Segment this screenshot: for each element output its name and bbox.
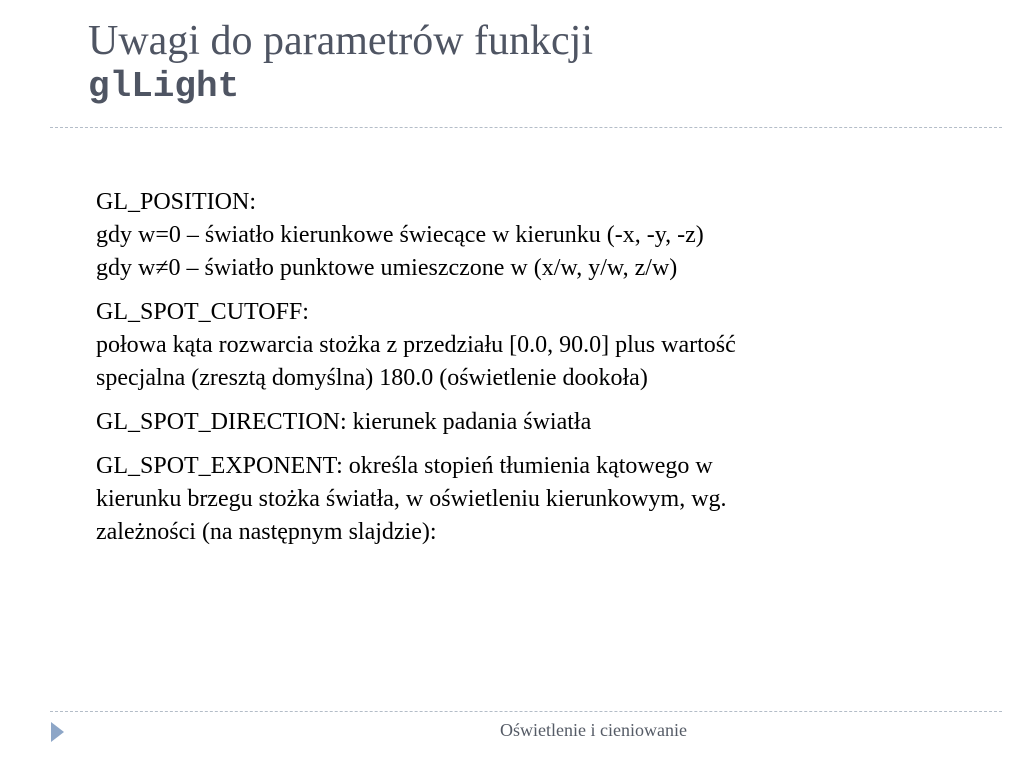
slide-body <box>96 186 956 549</box>
text-line: GL_POSITION: <box>96 189 256 215</box>
footer-divider <box>50 711 1002 712</box>
text-line: GL_SPOT_DIRECTION: kierunek padania światła <box>96 409 592 435</box>
text-line: specjalna (zresztą domyślna) 180.0 (oświetlenie dookoła) <box>96 365 648 391</box>
text-line: gdy w≠0 – światło punktowe umieszczone w (x/w, y/w, z/w) <box>96 255 678 281</box>
title-divider <box>50 127 1002 128</box>
paragraph-gl-position <box>96 186 956 285</box>
text-line: gdy w=0 – światło kierunkowe świecące w kierunku (-x, -y, -z) <box>96 222 704 248</box>
paragraph-gl-spot-exponent <box>96 450 956 549</box>
text-line: połowa kąta rozwarcia stożka z przedziału [0.0, 90.0] plus wartość <box>96 332 736 358</box>
slide-title <box>88 16 988 108</box>
title-function-name: glLight <box>88 66 240 107</box>
footer-title: Oświetlenie i cieniowanie <box>500 720 687 740</box>
text-line: GL_SPOT_CUTOFF: <box>96 299 309 325</box>
title-text: Uwagi do parametrów funkcji <box>88 18 594 64</box>
paragraph-gl-spot-cutoff <box>96 296 956 395</box>
triangle-right-icon <box>51 722 64 742</box>
text-line: kierunku brzegu stożka światła, w oświetleniu kierunkowym, wg. <box>96 486 727 512</box>
text-line: GL_SPOT_EXPONENT: określa stopień tłumienia kątowego w <box>96 453 713 479</box>
text-line: zależności (na następnym slajdzie): <box>96 519 437 545</box>
paragraph-gl-spot-direction <box>96 406 956 439</box>
